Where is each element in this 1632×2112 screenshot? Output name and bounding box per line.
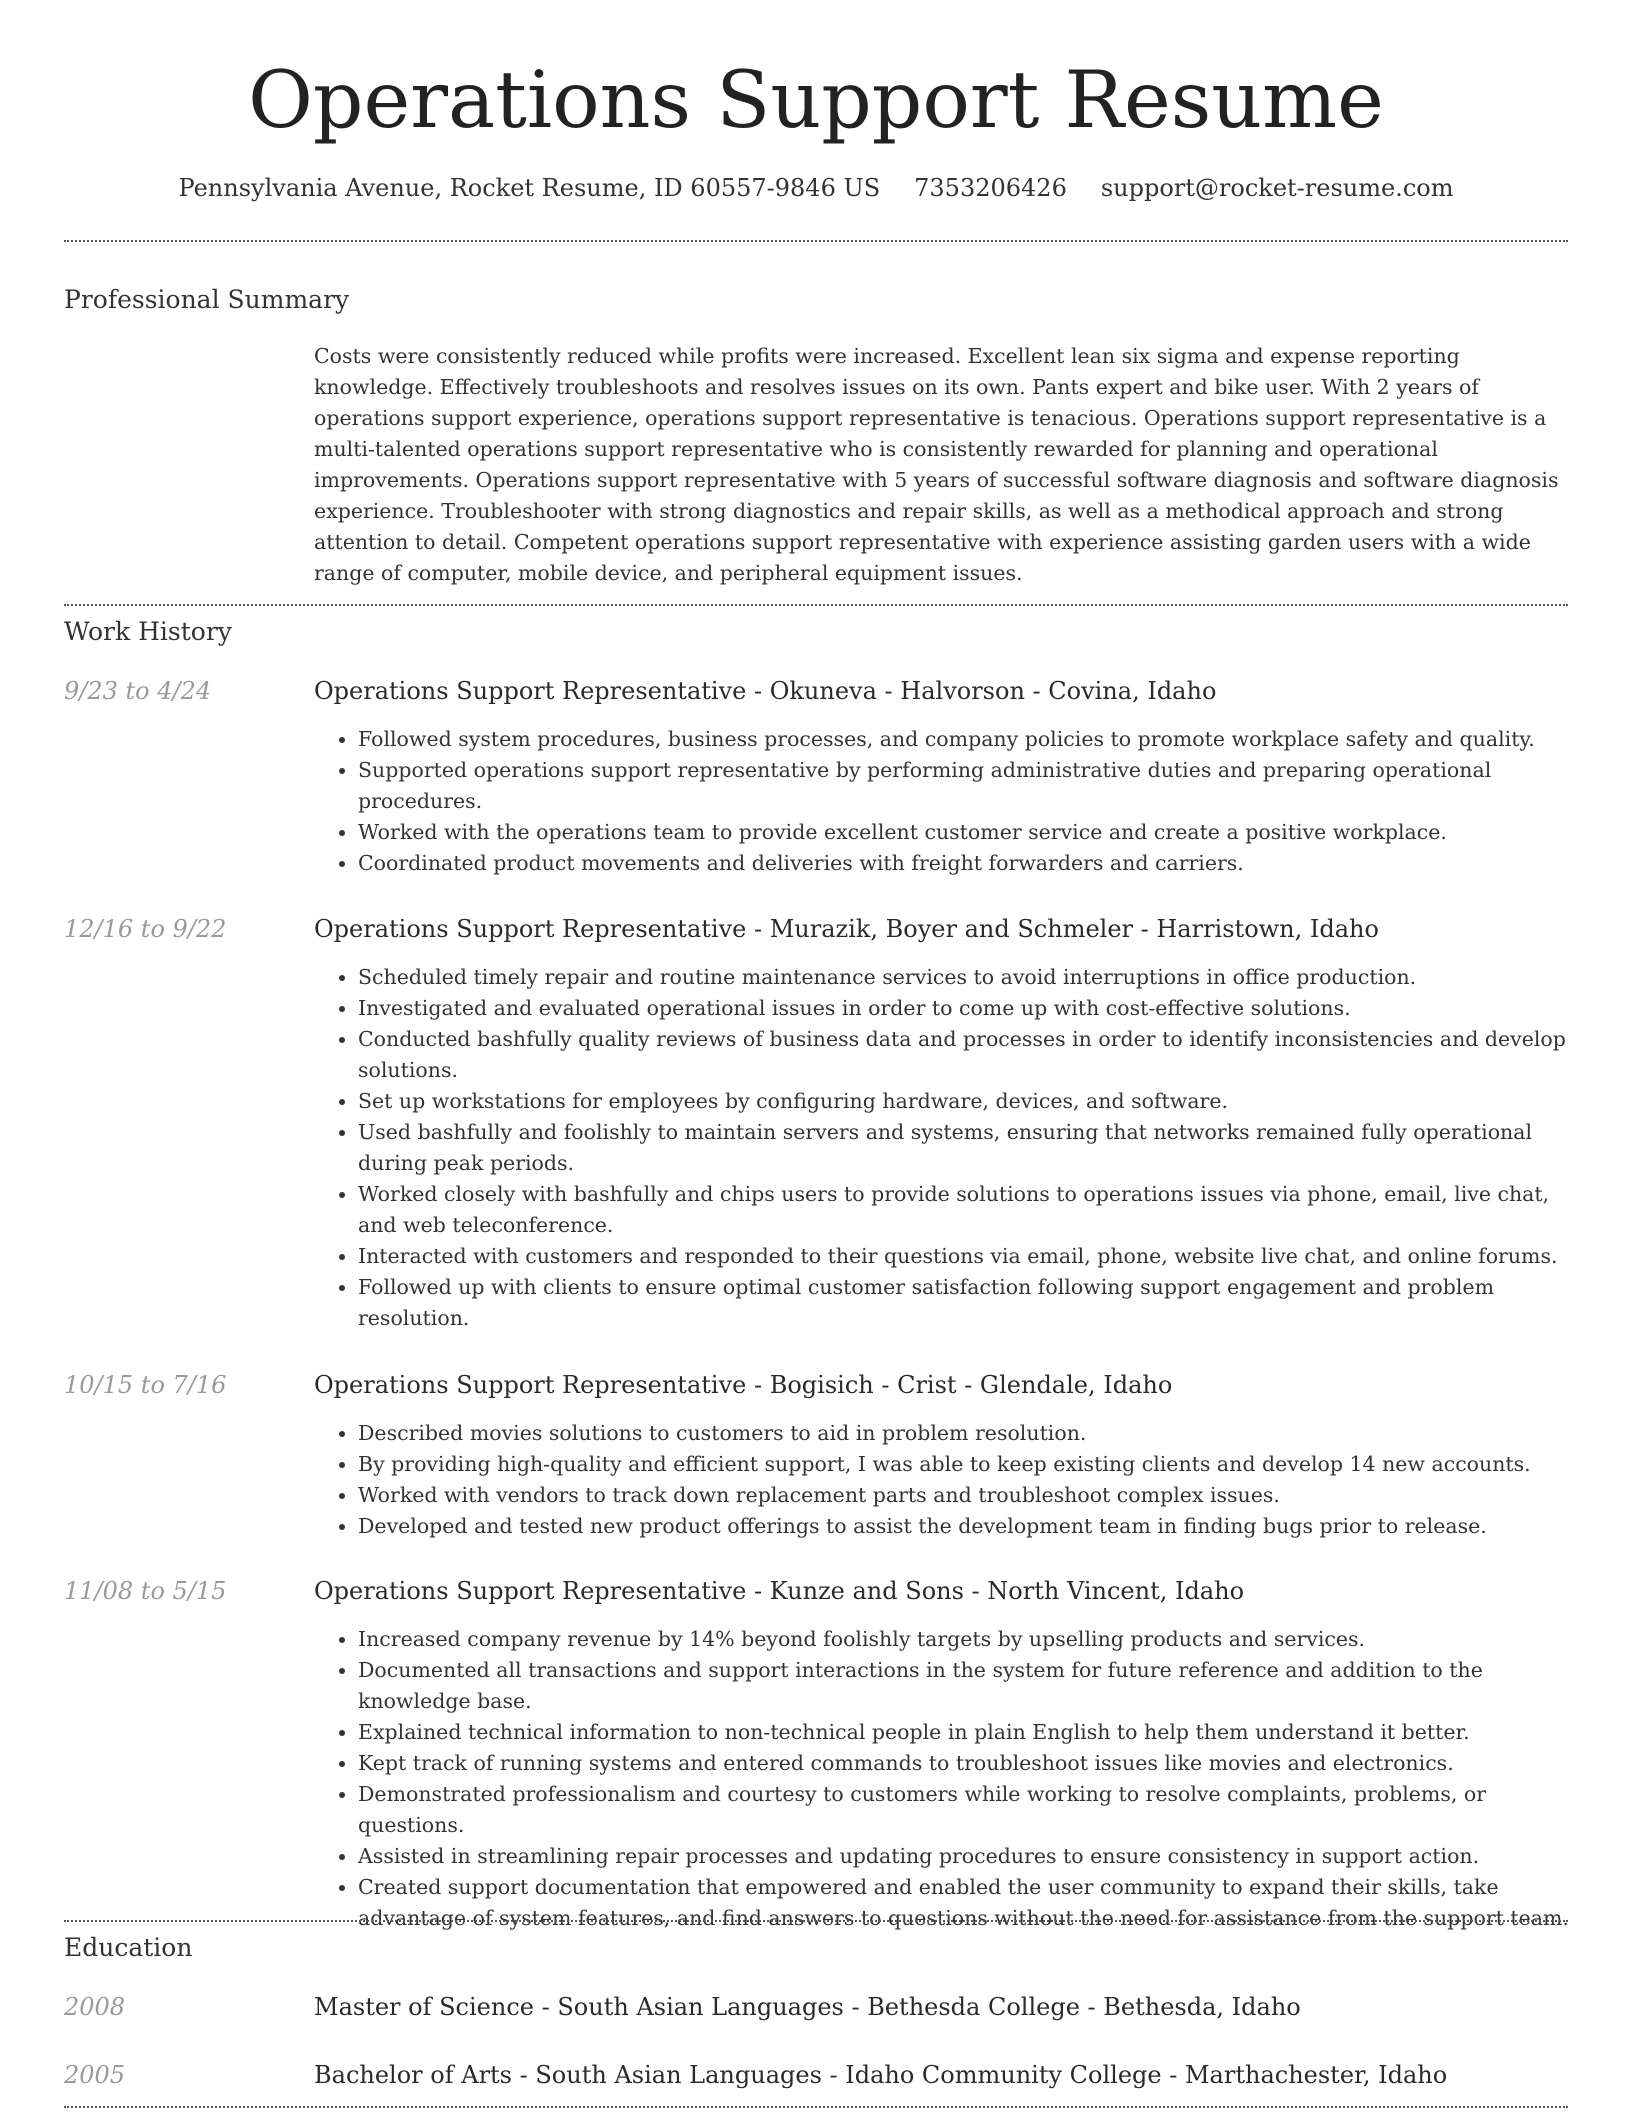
job-bullet: • Supported operations support representative by performing administrative duties and preparing operational procedures. (358, 755, 1570, 817)
education-year: 2008 (64, 1993, 126, 2021)
job-bullet: • Increased company revenue by 14% beyond foolishly targets by upselling products and services. (358, 1624, 1570, 1655)
education-heading: Education (64, 1933, 193, 1962)
job-bullet: • Documented all transactions and support interactions in the system for future reference and addition to the knowledge base. (358, 1655, 1570, 1717)
section-divider (64, 604, 1568, 606)
summary-text: Costs were consistently reduced while profits were increased. Excellent lean six sigma and expense reporting knowledge. Effectively troubleshoots and resolves issues on its own. Pants expert and bike user. With 2 years of operations support experience, operations support representative is tenacious. Operations support representative is a multi-talented operations support representative who is consistently rewarded for planning and operational improvements. Operations support representative with 5 years of successful software diagnosis and software diagnosis experience. Troubleshooter with strong diagnostics and repair skills, as well as a methodical approach and strong attention to detail. Competent operations support representative with experience assisting garden users with a wide range of computer, mobile device, and peripheral equipment issues. (314, 344, 1559, 585)
job-bullet: • Created support documentation that empowered and enabled the user community to expand their skills, take advantage of system features, and find answers to questions without the need for assistance from the support team. (358, 1872, 1570, 1934)
job-bullet: • Scheduled timely repair and routine maintenance services to avoid interruptions in office production. (358, 962, 1570, 993)
job-bullets (314, 1418, 1570, 1542)
job-title: Operations Support Representative - Kunze and Sons - North Vincent, Idaho (314, 1577, 1245, 1605)
job-bullet: • Coordinated product movements and deliveries with freight forwarders and carriers. (358, 848, 1570, 879)
contact-address: Pennsylvania Avenue, Rocket Resume, ID 60557-9846 US (178, 174, 881, 202)
job-title: Operations Support Representative - Bogisich - Crist - Glendale, Idaho (314, 1371, 1173, 1399)
job-bullet: • Worked closely with bashfully and chips users to provide solutions to operations issues via phone, email, live chat, and web teleconference. (358, 1179, 1570, 1241)
job-bullets (314, 724, 1570, 879)
job-bullet: • Developed and tested new product offerings to assist the development team in finding bugs prior to release. (358, 1511, 1570, 1542)
job-bullet: • Set up workstations for employees by configuring hardware, devices, and software. (358, 1086, 1570, 1117)
education-year: 2005 (64, 2061, 126, 2089)
job-bullet: • Interacted with customers and responded to their questions via email, phone, website live chat, and online forums. (358, 1241, 1570, 1272)
education-degree: Master of Science - South Asian Languages - Bethesda College - Bethesda, Idaho (314, 1993, 1301, 2021)
job-bullet: • Explained technical information to non-technical people in plain English to help them understand it better. (358, 1717, 1570, 1748)
job-bullet: • Followed up with clients to ensure optimal customer satisfaction following support engagement and problem resolution. (358, 1272, 1570, 1334)
job-title: Operations Support Representative - Murazik, Boyer and Schmeler - Harristown, Idaho (314, 915, 1379, 943)
work-history-heading: Work History (64, 617, 232, 646)
section-divider (64, 1920, 1568, 1922)
job-bullet: • Conducted bashfully quality reviews of business data and processes in order to identify inconsistencies and develop solutions. (358, 1024, 1570, 1086)
education-degree: Bachelor of Arts - South Asian Languages - Idaho Community College - Marthachester, Idaho (314, 2061, 1448, 2089)
job-bullet: • Demonstrated professionalism and courtesy to customers while working to resolve complaints, problems, or questions. (358, 1779, 1570, 1841)
summary-heading: Professional Summary (64, 285, 350, 314)
resume-title: Operations Support Resume (248, 54, 1384, 146)
job-bullet: • Worked with the operations team to provide excellent customer service and create a positive workplace. (358, 817, 1570, 848)
job-bullet: • By providing high-quality and efficient support, I was able to keep existing clients and develop 14 new accounts. (358, 1449, 1570, 1480)
job-dates: 11/08 to 5/15 (64, 1577, 227, 1605)
contact-email: support@rocket-resume.com (1100, 174, 1454, 202)
job-bullet: • Used bashfully and foolishly to maintain servers and systems, ensuring that networks remained fully operational during peak periods. (358, 1117, 1570, 1179)
job-dates: 9/23 to 4/24 (64, 677, 212, 705)
contact-phone: 7353206426 (914, 174, 1067, 202)
job-bullet: • Assisted in streamlining repair processes and updating procedures to ensure consistency in support action. (358, 1841, 1570, 1872)
job-bullet: • Followed system procedures, business processes, and company policies to promote workplace safety and quality. (358, 724, 1570, 755)
section-divider (64, 240, 1568, 242)
job-bullets (314, 1624, 1570, 1934)
job-title: Operations Support Representative - Okuneva - Halvorson - Covina, Idaho (314, 677, 1217, 705)
job-bullet: • Described movies solutions to customers to aid in problem resolution. (358, 1418, 1570, 1449)
job-dates: 10/15 to 7/16 (64, 1371, 227, 1399)
section-divider (64, 2106, 1568, 2108)
job-bullet: • Investigated and evaluated operational issues in order to come up with cost-effective solutions. (358, 993, 1570, 1024)
job-bullets (314, 962, 1570, 1334)
job-bullet: • Worked with vendors to track down replacement parts and troubleshoot complex issues. (358, 1480, 1570, 1511)
contact-line (0, 172, 1632, 204)
job-dates: 12/16 to 9/22 (64, 915, 227, 943)
job-bullet: • Kept track of running systems and entered commands to troubleshoot issues like movies and electronics. (358, 1748, 1570, 1779)
